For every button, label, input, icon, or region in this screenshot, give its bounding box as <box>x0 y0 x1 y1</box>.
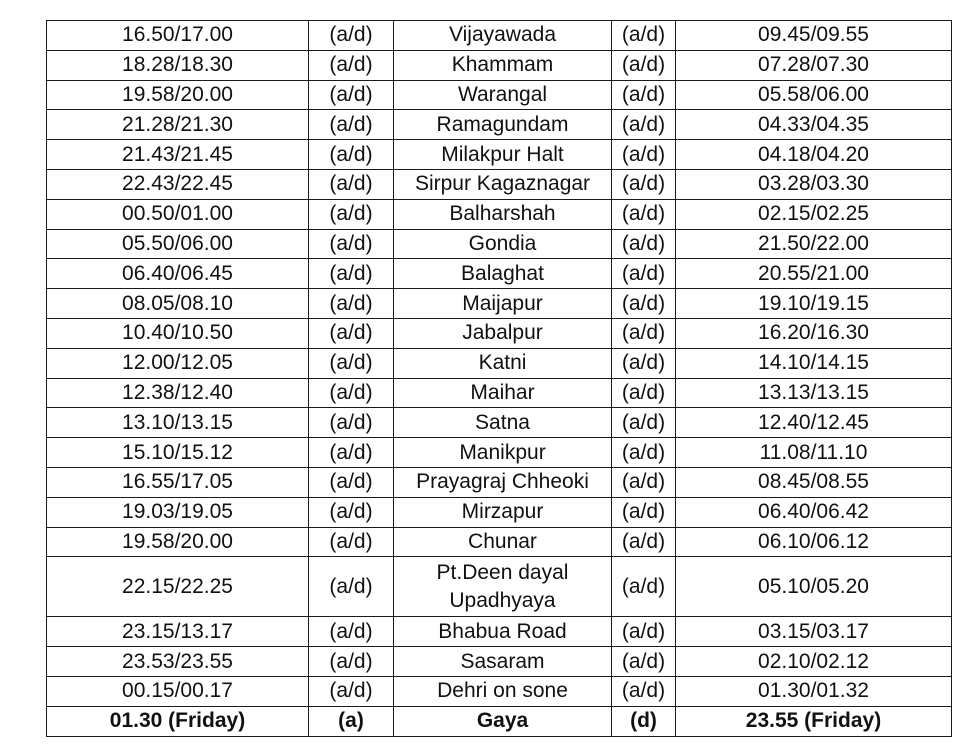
indicator-down-cell: (a/d) <box>612 467 676 497</box>
indicator-up-cell: (a/d) <box>309 408 394 438</box>
indicator-down-cell: (a/d) <box>612 21 676 51</box>
time-up-cell: 01.30 (Friday) <box>47 706 309 736</box>
indicator-down-cell: (a/d) <box>612 229 676 259</box>
station-cell: Vijayawada <box>394 21 612 51</box>
table-row <box>47 318 952 348</box>
station-cell: Balaghat <box>394 259 612 289</box>
station-cell: Dehri on sone <box>394 676 612 706</box>
indicator-up-cell: (a/d) <box>309 110 394 140</box>
indicator-down-cell: (a/d) <box>612 318 676 348</box>
table-row <box>47 80 952 110</box>
table-row <box>47 617 952 647</box>
indicator-down-cell: (a/d) <box>612 527 676 557</box>
indicator-down-cell: (a/d) <box>612 497 676 527</box>
time-down-cell: 04.18/04.20 <box>676 140 952 170</box>
indicator-up-cell: (a/d) <box>309 348 394 378</box>
indicator-up-cell: (a/d) <box>309 140 394 170</box>
time-up-cell: 23.53/23.55 <box>47 647 309 677</box>
time-down-cell: 03.15/03.17 <box>676 617 952 647</box>
indicator-up-cell: (a/d) <box>309 169 394 199</box>
indicator-up-cell: (a/d) <box>309 676 394 706</box>
table-row <box>47 557 952 617</box>
time-up-cell: 22.15/22.25 <box>47 557 309 617</box>
indicator-up-cell: (a/d) <box>309 527 394 557</box>
time-down-cell: 03.28/03.30 <box>676 169 952 199</box>
indicator-down-cell: (a/d) <box>612 617 676 647</box>
station-cell: Katni <box>394 348 612 378</box>
station-cell: Gaya <box>394 706 612 736</box>
time-down-cell: 06.10/06.12 <box>676 527 952 557</box>
station-cell: Milakpur Halt <box>394 140 612 170</box>
station-cell: Sirpur Kagaznagar <box>394 169 612 199</box>
indicator-up-cell: (a/d) <box>309 229 394 259</box>
station-cell: Prayagraj Chheoki <box>394 467 612 497</box>
time-down-cell: 04.33/04.35 <box>676 110 952 140</box>
indicator-down-cell: (a/d) <box>612 50 676 80</box>
time-down-cell: 16.20/16.30 <box>676 318 952 348</box>
station-cell: Sasaram <box>394 647 612 677</box>
time-up-cell: 22.43/22.45 <box>47 169 309 199</box>
time-down-cell: 07.28/07.30 <box>676 50 952 80</box>
indicator-down-cell: (a/d) <box>612 676 676 706</box>
indicator-down-cell: (a/d) <box>612 557 676 617</box>
indicator-down-cell: (d) <box>612 706 676 736</box>
indicator-up-cell: (a/d) <box>309 50 394 80</box>
indicator-up-cell: (a/d) <box>309 438 394 468</box>
time-up-cell: 05.50/06.00 <box>47 229 309 259</box>
station-cell: Chunar <box>394 527 612 557</box>
station-cell: Gondia <box>394 229 612 259</box>
timetable-body <box>47 21 952 737</box>
indicator-up-cell: (a/d) <box>309 21 394 51</box>
indicator-up-cell: (a/d) <box>309 289 394 319</box>
table-row-final <box>47 706 952 736</box>
indicator-up-cell: (a/d) <box>309 378 394 408</box>
time-down-cell: 08.45/08.55 <box>676 467 952 497</box>
station-cell: Satna <box>394 408 612 438</box>
table-row <box>47 527 952 557</box>
time-up-cell: 12.00/12.05 <box>47 348 309 378</box>
station-cell: Bhabua Road <box>394 617 612 647</box>
table-row <box>47 229 952 259</box>
table-row <box>47 438 952 468</box>
indicator-up-cell: (a/d) <box>309 497 394 527</box>
table-row <box>47 259 952 289</box>
time-up-cell: 13.10/13.15 <box>47 408 309 438</box>
time-up-cell: 00.15/00.17 <box>47 676 309 706</box>
table-row <box>47 348 952 378</box>
time-down-cell: 09.45/09.55 <box>676 21 952 51</box>
time-down-cell: 02.15/02.25 <box>676 199 952 229</box>
time-down-cell: 23.55 (Friday) <box>676 706 952 736</box>
indicator-up-cell: (a/d) <box>309 647 394 677</box>
time-down-cell: 01.30/01.32 <box>676 676 952 706</box>
indicator-up-cell: (a/d) <box>309 318 394 348</box>
time-up-cell: 19.03/19.05 <box>47 497 309 527</box>
time-up-cell: 21.43/21.45 <box>47 140 309 170</box>
indicator-down-cell: (a/d) <box>612 408 676 438</box>
time-up-cell: 12.38/12.40 <box>47 378 309 408</box>
station-cell: Manikpur <box>394 438 612 468</box>
station-cell: Ramagundam <box>394 110 612 140</box>
time-up-cell: 06.40/06.45 <box>47 259 309 289</box>
indicator-up-cell: (a/d) <box>309 199 394 229</box>
indicator-up-cell: (a/d) <box>309 617 394 647</box>
timetable <box>46 20 952 737</box>
time-down-cell: 06.40/06.42 <box>676 497 952 527</box>
table-row <box>47 647 952 677</box>
indicator-down-cell: (a/d) <box>612 259 676 289</box>
table-row <box>47 408 952 438</box>
indicator-down-cell: (a/d) <box>612 348 676 378</box>
time-down-cell: 02.10/02.12 <box>676 647 952 677</box>
time-up-cell: 08.05/08.10 <box>47 289 309 319</box>
indicator-up-cell: (a/d) <box>309 259 394 289</box>
indicator-down-cell: (a/d) <box>612 80 676 110</box>
station-cell: Balharshah <box>394 199 612 229</box>
station-cell: Maihar <box>394 378 612 408</box>
table-row <box>47 676 952 706</box>
table-row <box>47 140 952 170</box>
time-up-cell: 19.58/20.00 <box>47 80 309 110</box>
indicator-down-cell: (a/d) <box>612 647 676 677</box>
indicator-down-cell: (a/d) <box>612 289 676 319</box>
indicator-up-cell: (a/d) <box>309 80 394 110</box>
station-cell: Maijapur <box>394 289 612 319</box>
time-down-cell: 14.10/14.15 <box>676 348 952 378</box>
table-row <box>47 289 952 319</box>
indicator-down-cell: (a/d) <box>612 438 676 468</box>
indicator-up-cell: (a/d) <box>309 467 394 497</box>
table-row <box>47 467 952 497</box>
time-up-cell: 16.50/17.00 <box>47 21 309 51</box>
time-up-cell: 00.50/01.00 <box>47 199 309 229</box>
time-down-cell: 11.08/11.10 <box>676 438 952 468</box>
time-down-cell: 12.40/12.45 <box>676 408 952 438</box>
time-up-cell: 15.10/15.12 <box>47 438 309 468</box>
time-up-cell: 10.40/10.50 <box>47 318 309 348</box>
indicator-down-cell: (a/d) <box>612 110 676 140</box>
indicator-up-cell: (a/d) <box>309 557 394 617</box>
station-cell: Warangal <box>394 80 612 110</box>
time-down-cell: 20.55/21.00 <box>676 259 952 289</box>
indicator-up-cell: (a) <box>309 706 394 736</box>
table-row <box>47 110 952 140</box>
table-row <box>47 21 952 51</box>
station-cell: Pt.Deen dayal Upadhyaya <box>394 557 612 617</box>
time-down-cell: 21.50/22.00 <box>676 229 952 259</box>
time-up-cell: 18.28/18.30 <box>47 50 309 80</box>
station-cell: Jabalpur <box>394 318 612 348</box>
station-cell: Mirzapur <box>394 497 612 527</box>
indicator-down-cell: (a/d) <box>612 169 676 199</box>
time-up-cell: 16.55/17.05 <box>47 467 309 497</box>
table-row <box>47 497 952 527</box>
time-up-cell: 19.58/20.00 <box>47 527 309 557</box>
indicator-down-cell: (a/d) <box>612 378 676 408</box>
time-down-cell: 05.58/06.00 <box>676 80 952 110</box>
time-up-cell: 23.15/13.17 <box>47 617 309 647</box>
table-row <box>47 378 952 408</box>
table-row <box>47 199 952 229</box>
time-down-cell: 05.10/05.20 <box>676 557 952 617</box>
indicator-down-cell: (a/d) <box>612 140 676 170</box>
table-row <box>47 50 952 80</box>
time-down-cell: 19.10/19.15 <box>676 289 952 319</box>
station-cell: Khammam <box>394 50 612 80</box>
time-down-cell: 13.13/13.15 <box>676 378 952 408</box>
time-up-cell: 21.28/21.30 <box>47 110 309 140</box>
indicator-down-cell: (a/d) <box>612 199 676 229</box>
table-row <box>47 169 952 199</box>
